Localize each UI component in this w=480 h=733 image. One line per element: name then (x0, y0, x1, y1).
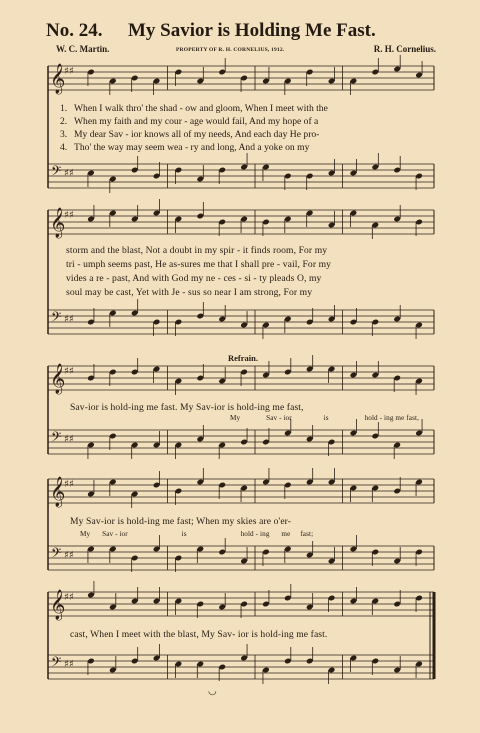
bass-clef-icon: 𝄢 (51, 429, 62, 448)
copyright-notice: PROPERTY OF R. H. CORNELIUS, 1912. (176, 47, 285, 53)
treble-clef-icon: 𝄞 (50, 64, 66, 94)
bass-clef-icon: 𝄢 (51, 545, 62, 564)
lyric: My dear Sav - ior knows all of my needs, And each day He pro- (74, 129, 320, 140)
lyric: Tho' the way may seem wea - ry and long, And a yoke on my (74, 142, 310, 153)
treble-clef-icon: 𝄞 (50, 364, 66, 394)
treble-clef-icon: 𝄞 (50, 477, 66, 507)
refrain-lyric-1: Sav-ior is hold-ing me fast. My Sav-ior is hold-ing me fast, (70, 402, 304, 413)
verse-line-4-cont: soul may be cast, Yet with Je - sus so near I am strong, For my (66, 287, 313, 298)
hymn-number: No. 24. (46, 20, 103, 41)
fermata-icon: ◡ (208, 686, 217, 697)
verse-line-1-cont: storm and the blast, Not a doubt in my spir - it finds room, For my (66, 245, 328, 256)
echo-lyric-2 (80, 530, 313, 538)
lyric: When I walk thro' the shad - ow and gloom, When I meet with the (74, 103, 328, 114)
verse-number: 1. (60, 103, 68, 114)
refrain-lyric-2: My Sav-ior is hold-ing me fast; When my skies are o'er- (70, 516, 292, 527)
echo-word: hold - ing me fast, (364, 414, 419, 422)
echo-word: fast; (300, 530, 314, 538)
key-signature-icon: ♯♯ (64, 66, 74, 77)
lyric: When my faith and my cour - age would fail, And my hope of a (74, 116, 319, 127)
echo-word: My (80, 530, 91, 538)
verse-line-2-cont: tri - umph seems past, He as-sures me that I shall pre - vail, For my (66, 259, 332, 270)
bass-clef-icon: 𝄢 (51, 163, 62, 182)
key-signature-icon: ♯♯ (64, 550, 74, 561)
echo-lyric-1 (230, 414, 419, 422)
verse-number: 2. (60, 116, 68, 127)
key-signature-icon: ♯♯ (64, 168, 74, 179)
verse-line-3-cont: vides a re - past, And with God my ne - ces - si - ty pleads O, my (66, 273, 322, 284)
treble-clef-icon: 𝄞 (50, 208, 66, 238)
echo-word: My (230, 414, 241, 422)
refrain-label: Refrain. (228, 353, 258, 363)
hymn-title: My Savior is Holding Me Fast. (128, 20, 376, 41)
key-signature-icon: ♯♯ (64, 592, 74, 603)
key-signature-icon: ♯♯ (64, 210, 74, 221)
treble-clef-icon: 𝄞 (50, 590, 66, 620)
verse-line-1 (60, 103, 432, 116)
bass-clef-icon: 𝄢 (51, 309, 62, 328)
verse-number: 3. (60, 129, 68, 140)
echo-word: Sav - ior (266, 414, 292, 422)
verse-line-2 (60, 116, 432, 129)
key-signature-icon: ♯♯ (64, 434, 74, 445)
echo-word: hold - ing (240, 530, 270, 538)
verse-number: 4. (60, 142, 68, 153)
author: W. C. Martin. (56, 44, 110, 54)
key-signature-icon: ♯♯ (64, 659, 74, 670)
key-signature-icon: ♯♯ (64, 314, 74, 325)
key-signature-icon: ♯♯ (64, 479, 74, 490)
key-signature-icon: ♯♯ (64, 366, 74, 377)
refrain-lyric-3: cast, When I meet with the blast, My Sav- ior is hold-ing me fast. (70, 629, 328, 640)
verse-line-4 (60, 142, 432, 155)
bass-clef-icon: 𝄢 (51, 654, 62, 673)
composer: R. H. Cornelius. (373, 44, 436, 54)
echo-word: me (281, 530, 291, 538)
echo-word: Sav - ior (102, 530, 128, 538)
echo-word: is (181, 530, 187, 538)
echo-word: is (323, 414, 329, 422)
verse-line-3 (60, 129, 432, 142)
